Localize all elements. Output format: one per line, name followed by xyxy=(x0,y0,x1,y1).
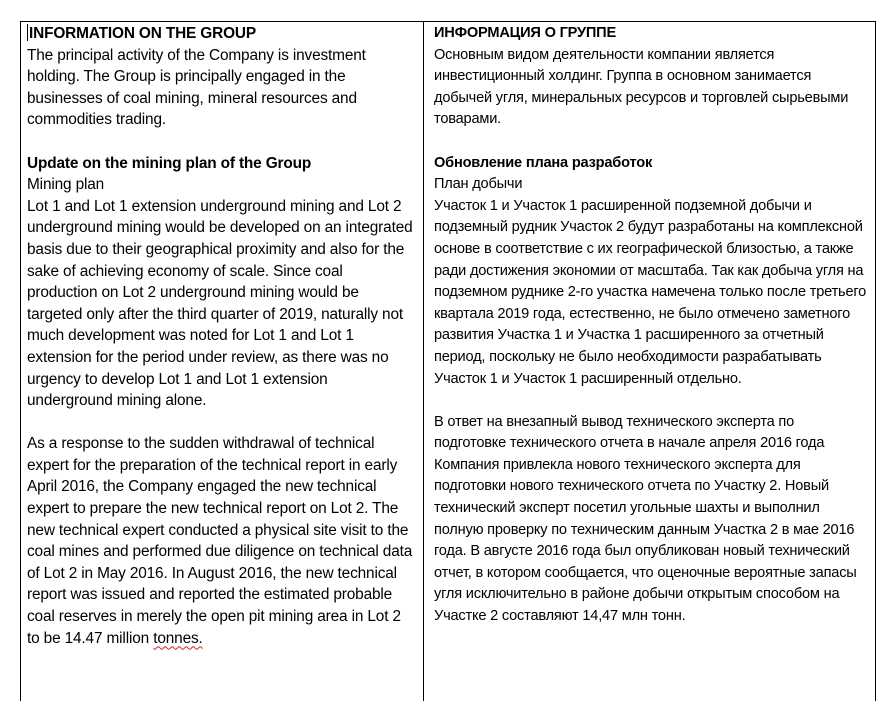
subheading-plan-en: Mining plan xyxy=(27,176,105,194)
paragraph-gap xyxy=(27,412,417,434)
paragraph-expert-en: As a response to the sudden withdrawal of technical expert for the preparation of the technical report in early April 2016, the Company engaged the new technical expert to prepare the new technical report on Lot 2. The new technical expert conducted a physical site visit to the coal mines and performed due diligence on technical data of Lot 2 in May 2016. In August 2016, the new technical report was issued and reported the estimated probable coal reserves in merely the open pit mining area in Lot 2 to be 14.47 million tonnes. xyxy=(27,435,413,647)
section-heading-update-ru: Обновление плана разработок xyxy=(434,154,653,171)
spellcheck-word: tonnes. xyxy=(153,629,203,647)
paragraph-plan-en: Lot 1 and Lot 1 extension underground mining and Lot 2 underground mining would be developed on an integrated basis due to their geographical proximity and also for the sake of achieving economy of scale. Since coal production on Lot 2 underground mining would be targeted only after the third quarter of 2019, naturally not much development was noted for Lot 1 and Lot 1 extension for the period under review, as there was no urgency to develop Lot 1 and Lot 1 extension underground mining alone. xyxy=(27,197,413,410)
paragraph-plan-ru: Участок 1 и Участок 1 расширенной подземной добычи и подземный рудник Участок 2 будут разработаны на комплексной основе в соответствие с их географической близостью, а также ради достижения экономии от масштаба. Так как добыча угля на подземном руднике 2-го участка намечена только после третьего квартала 2019 года, естественно, не было отмечено заметного развития Участка 1 и Участка 1 расширенного за отчетный период, поскольку не было необходимости разрабатывать Участок 1 и Участок 1 расширенный отдельно. xyxy=(434,197,867,387)
paragraph-expert-ru: В ответ на внезапный вывод технического эксперта по подготовке технического отчета в начале апреля 2016 года Компания привлекла нового технического эксперта для подготовки нового технического отчета по Участку 2. Новый технический эксперт посетил угольные шахты и выполнил полную проверку по техническим данным Участка 2 в мае 2016 года. В августе 2016 года был опубликован новый технический отчет, в котором сообщается, что оценочные вероятные запасы угля исключительно в районе добычи открытым способом на Участке 2 составляют 14,47 млн тонн. xyxy=(434,413,857,625)
section-heading-group-ru: ИНФОРМАЦИЯ О ГРУППЕ xyxy=(434,25,616,41)
paragraph-gap xyxy=(434,390,869,412)
text-cursor xyxy=(27,24,28,41)
english-column[interactable] xyxy=(21,22,424,701)
paragraph-gap xyxy=(27,131,417,153)
paragraph-gap xyxy=(434,131,869,153)
subheading-plan-ru: План добычи xyxy=(434,176,523,193)
paragraph-activity-en: The principal activity of the Company is investment holding. The Group is principally engaged in the businesses of coal mining, mineral resources and commodities trading. xyxy=(27,46,366,129)
paragraph-activity-ru: Основным видом деятельности компании является инвестиционный холдинг. Группа в основном занимается добычей угля, минеральных ресурсов и торговлей сырьевыми товарами. xyxy=(434,46,849,128)
section-heading-group-en: INFORMATION ON THE GROUP xyxy=(29,25,256,42)
section-heading-update-en: Update on the mining plan of the Group xyxy=(27,154,312,172)
russian-column[interactable] xyxy=(424,22,875,701)
bilingual-table xyxy=(20,21,876,701)
